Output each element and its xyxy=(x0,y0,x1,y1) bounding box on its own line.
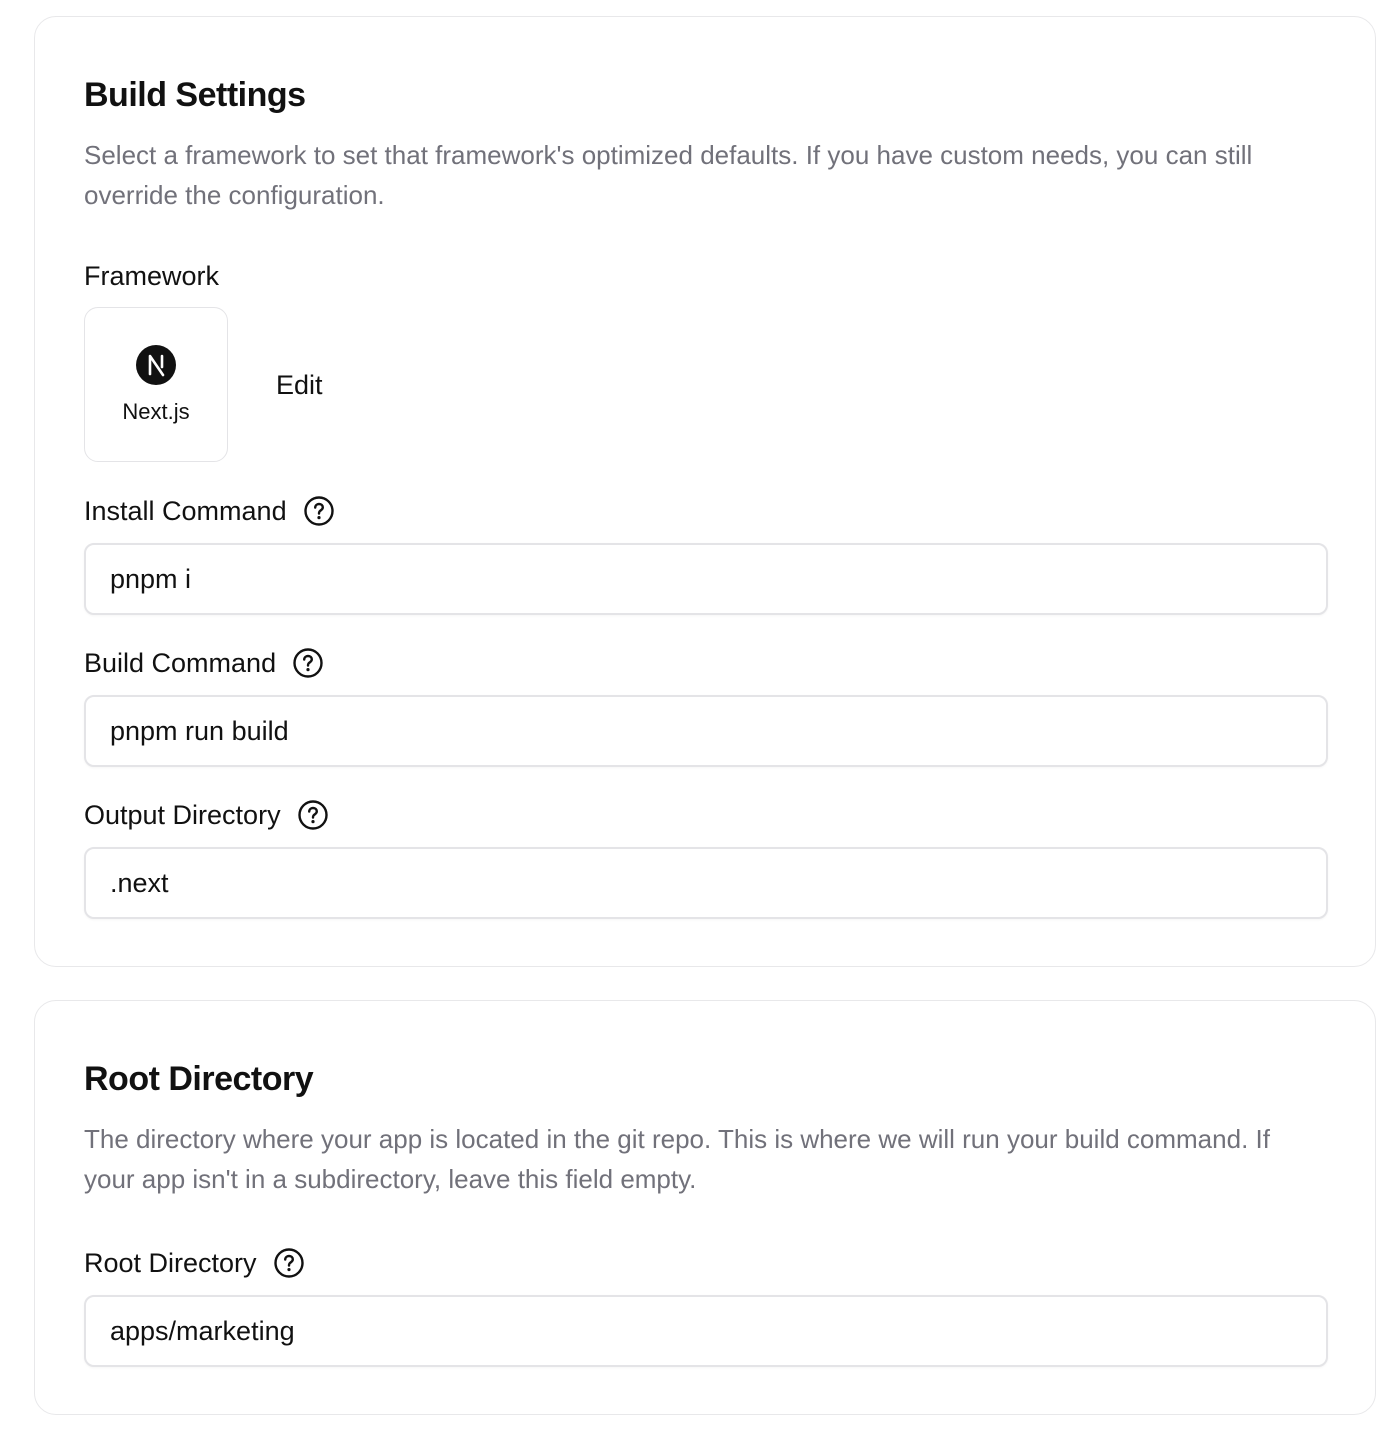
build-settings-description: Select a framework to set that framework's optimized defaults. If you have custom needs, you can still override the configuration. xyxy=(84,140,1253,210)
output-directory-help-icon[interactable] xyxy=(297,799,329,831)
build-command-label-text: Build Command xyxy=(84,648,277,678)
root-directory-help-icon[interactable] xyxy=(273,1247,305,1279)
root-directory-title: Root Directory xyxy=(84,1060,314,1098)
build-command-input[interactable] xyxy=(84,695,1328,767)
framework-edit-button[interactable]: Edit xyxy=(276,370,323,400)
root-directory-label-text: Root Directory xyxy=(84,1248,257,1278)
build-command-label xyxy=(84,646,324,680)
root-directory-label xyxy=(84,1246,305,1280)
output-directory-label-text: Output Directory xyxy=(84,800,281,830)
install-command-input[interactable] xyxy=(84,543,1328,615)
output-directory-input[interactable] xyxy=(84,847,1328,919)
framework-tile-nextjs[interactable] xyxy=(84,307,228,462)
framework-label xyxy=(84,259,219,293)
install-command-help-icon[interactable] xyxy=(303,495,335,527)
framework-name: Next.js xyxy=(122,398,190,424)
framework-label-text: Framework xyxy=(84,261,220,291)
root-directory-input[interactable] xyxy=(84,1295,1328,1367)
root-directory-card xyxy=(34,1000,1376,1415)
root-directory-description: The directory where your app is located in the git repo. This is where we will run your build command. If your app isn't in a subdirectory, leave this field empty. xyxy=(84,1124,1270,1194)
output-directory-label xyxy=(84,798,329,832)
build-settings-title: Build Settings xyxy=(84,76,306,114)
build-command-help-icon[interactable] xyxy=(292,647,324,679)
install-command-label xyxy=(84,494,335,528)
nextjs-logo-icon xyxy=(136,345,176,385)
install-command-label-text: Install Command xyxy=(84,496,287,526)
build-settings-card xyxy=(34,16,1376,967)
